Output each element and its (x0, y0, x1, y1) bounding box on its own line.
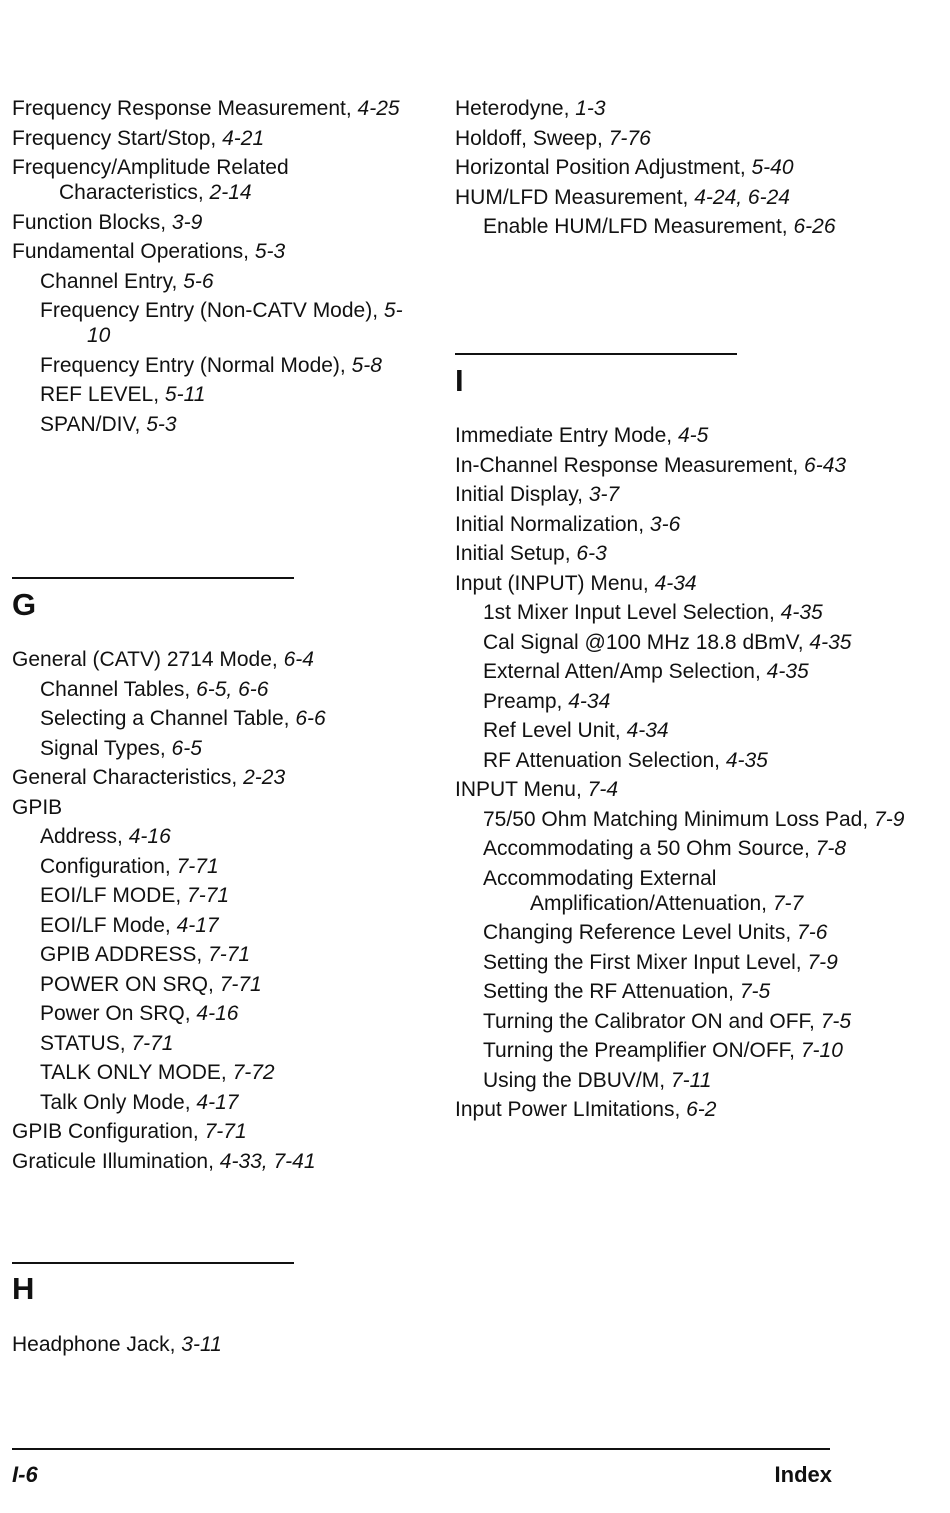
entry-text: GPIB (12, 795, 63, 819)
index-entry (12, 210, 412, 235)
index-subentry (455, 659, 925, 684)
index-subentry (12, 298, 412, 348)
index-subentry (12, 913, 412, 938)
index-entry (455, 96, 925, 121)
page-reference: 6-4 (283, 648, 314, 671)
entry-text: Input Power LImitations, (455, 1098, 681, 1121)
index-entry (12, 1332, 412, 1357)
entry-text: Initial Display, (455, 483, 583, 506)
index-entry-list (455, 423, 925, 1122)
page-reference: 4-35 (725, 748, 768, 772)
page-reference: 6-5 (171, 736, 202, 760)
index-subentry (12, 706, 412, 731)
entry-text: Talk Only Mode, (40, 1090, 191, 1114)
index-entry (455, 571, 925, 596)
index-subentry (12, 1031, 412, 1056)
page-reference: 3-6 (649, 512, 681, 536)
entry-text: Graticule Illumination, (12, 1149, 214, 1173)
page-reference: 6-6 (295, 707, 326, 730)
entry-text: Headphone Jack, (12, 1333, 176, 1356)
page-reference: 4-16 (128, 825, 171, 848)
index-subentry (455, 748, 925, 773)
page-reference: 7-76 (608, 126, 651, 150)
entry-text: In-Channel Response Measurement, (455, 453, 799, 477)
page-reference: 7-71 (219, 972, 262, 996)
entry-text: Turning the Calibrator ON and OFF, (483, 1009, 815, 1033)
index-subentry (455, 1068, 925, 1093)
page-reference: 7-71 (204, 1120, 247, 1143)
index-entry-list (12, 96, 412, 437)
entry-text: Holdoff, Sweep, (455, 126, 603, 150)
index-subentry (12, 412, 412, 437)
index-entry (12, 1149, 412, 1174)
index-subentry (12, 269, 412, 294)
page-reference: 4-34 (626, 719, 669, 742)
index-entry-list (12, 647, 412, 1174)
index-entry-list (455, 96, 925, 239)
entry-text: Frequency Entry (Non-CATV Mode), (40, 299, 379, 322)
index-subentry (455, 920, 925, 945)
page-reference: 6-3 (576, 542, 607, 565)
index-entry (455, 482, 925, 507)
index-subentry (12, 883, 412, 908)
index-entry (455, 777, 925, 802)
entry-text: Ref Level Unit, (483, 719, 621, 742)
entry-text: Turning the Preamplifier ON/OFF, (483, 1039, 795, 1062)
entry-text: Input (INPUT) Menu, (455, 571, 649, 595)
entry-text: REF LEVEL, (40, 383, 160, 406)
page-reference: 4-35 (780, 601, 823, 624)
page-reference: 5-40 (751, 156, 794, 179)
entry-text: Frequency Entry (Normal Mode), (40, 353, 346, 377)
page-reference: 6-43 (804, 453, 847, 477)
entry-text: Configuration, (40, 854, 171, 878)
page-reference: 7-11 (670, 1068, 712, 1092)
page-reference: 7-6 (797, 921, 828, 944)
page-reference: 4-35 (766, 660, 809, 683)
index-subentry (12, 382, 412, 407)
page-reference: 4-17 (196, 1090, 239, 1114)
entry-text: SPAN/DIV, (40, 412, 141, 436)
index-entry (455, 126, 925, 151)
page-reference: 4-5 (677, 424, 709, 447)
section-letter-g: G (12, 587, 37, 622)
page-reference: 5-3 (254, 240, 286, 263)
page-reference: 3-7 (588, 483, 620, 506)
index-entry (455, 1097, 925, 1122)
page-reference: 1-3 (575, 97, 606, 120)
index-entry (12, 96, 412, 121)
entry-text: Initial Normalization, (455, 512, 645, 536)
page-reference: 7-8 (815, 837, 847, 860)
index-subentry (455, 866, 925, 916)
entry-text: Immediate Entry Mode, (455, 424, 673, 447)
entry-text: EOI/LF MODE, (40, 884, 182, 907)
page-reference: 3-9 (171, 210, 203, 234)
index-subentry (455, 600, 925, 625)
entry-text: Changing Reference Level Units, (483, 921, 792, 944)
page-reference: 4-25 (357, 97, 400, 120)
index-entry (455, 423, 925, 448)
entry-text: Channel Entry, (40, 269, 178, 293)
index-subentry (12, 736, 412, 761)
page-reference: 6-5, 6-6 (196, 677, 269, 701)
index-subentry (12, 353, 412, 378)
index-subentry (455, 630, 925, 655)
index-subentry (455, 950, 925, 975)
index-subentry (12, 972, 412, 997)
entry-text: 1st Mixer Input Level Selection, (483, 601, 775, 624)
page-reference: 7-9 (874, 807, 905, 831)
page-reference: 7-71 (131, 1031, 174, 1055)
footer-title: Index (774, 1462, 832, 1487)
page-reference: 4-24, 6-24 (694, 185, 790, 209)
index-entry (12, 1119, 412, 1144)
page-reference: 7-5 (820, 1009, 852, 1033)
entry-text: Power On SRQ, (40, 1002, 191, 1025)
entry-text: Frequency Start/Stop, (12, 126, 217, 150)
index-entry (455, 155, 925, 180)
entry-text: Fundamental Operations, (12, 240, 249, 263)
entry-text: POWER ON SRQ, (40, 972, 214, 996)
section-letter-h: H (12, 1271, 35, 1306)
entry-text: Frequency Response Measurement, (12, 97, 352, 120)
entry-text: TALK ONLY MODE, (40, 1061, 227, 1084)
page-reference: 7-71 (187, 884, 230, 907)
entry-text: HUM/LFD Measurement, (455, 185, 689, 209)
page-reference: 4-33, 7-41 (219, 1149, 316, 1173)
index-subentry (12, 942, 412, 967)
index-subentry (12, 854, 412, 879)
entry-text: Horizontal Position Adjustment, (455, 156, 746, 179)
entry-text: Selecting a Channel Table, (40, 707, 290, 730)
page-reference: 4-34 (568, 689, 611, 713)
index-subentry (12, 677, 412, 702)
entry-text: Accommodating External Amplification/Attenuation, (483, 866, 767, 915)
page-number: I-6 (12, 1462, 38, 1487)
index-entry (12, 126, 412, 151)
page-reference: 5-11 (164, 383, 206, 406)
index-subentry (12, 1001, 412, 1026)
section-letter-i: I (455, 363, 464, 398)
page-reference: 7-72 (232, 1061, 275, 1084)
page-reference: 7-9 (807, 950, 838, 974)
page-reference: 7-71 (208, 943, 251, 966)
entry-text: INPUT Menu, (455, 778, 582, 801)
entry-text: External Atten/Amp Selection, (483, 660, 761, 683)
page-reference: 7-71 (176, 854, 219, 878)
index-subentry (455, 807, 925, 832)
entry-text: STATUS, (40, 1031, 126, 1055)
entry-text: GPIB Configuration, (12, 1120, 199, 1143)
entry-text: Address, (40, 825, 123, 848)
page-reference: 7-4 (587, 778, 619, 801)
section-rule-h (12, 1262, 294, 1264)
page-reference: 4-35 (809, 630, 852, 654)
page-reference: 2-23 (243, 766, 286, 789)
index-subentry (12, 1060, 412, 1085)
section-rule-g (12, 577, 294, 579)
entry-text: Signal Types, (40, 736, 166, 760)
index-subentry (12, 824, 412, 849)
entry-text: Heterodyne, (455, 97, 570, 120)
index-entry (455, 453, 925, 478)
entry-text: Initial Setup, (455, 542, 571, 565)
index-entry (12, 647, 412, 672)
entry-text: Setting the RF Attenuation, (483, 980, 734, 1003)
entry-text: 75/50 Ohm Matching Minimum Loss Pad, (483, 807, 869, 831)
page-reference: 4-21 (222, 126, 265, 150)
page-reference: 5-3 (146, 412, 177, 436)
index-subentry (12, 1090, 412, 1115)
entry-text: RF Attenuation Selection, (483, 748, 720, 772)
index-block-f (12, 96, 412, 441)
entry-text: Cal Signal @100 MHz 18.8 dBmV, (483, 630, 804, 654)
index-block-g (12, 647, 412, 1178)
page-reference: 5-8 (351, 353, 382, 377)
entry-text: General Characteristics, (12, 766, 238, 789)
index-block-i (455, 423, 925, 1127)
index-entry (12, 239, 412, 264)
page-reference: 3-11 (181, 1333, 222, 1356)
index-entry (12, 155, 412, 205)
page-reference: 7-5 (739, 980, 771, 1003)
page-reference: 7-10 (800, 1039, 843, 1062)
index-entry (455, 512, 925, 537)
index-subentry (455, 1038, 925, 1063)
page-reference: 6-26 (793, 215, 836, 238)
entry-text: Preamp, (483, 689, 563, 713)
page-reference: 2-14 (209, 181, 252, 204)
index-subentry (455, 1009, 925, 1034)
index-entry (12, 795, 412, 820)
index-entry (455, 185, 925, 210)
page-reference: 7-7 (772, 891, 804, 915)
entry-text: Enable HUM/LFD Measurement, (483, 215, 788, 238)
page-reference: 4-17 (176, 913, 219, 937)
page-reference: 5-6 (183, 269, 214, 293)
entry-text: EOI/LF Mode, (40, 913, 171, 937)
index-block-h (12, 1332, 412, 1362)
entry-text: Function Blocks, (12, 210, 167, 234)
entry-text: Frequency/Amplitude Related Characteristics, (12, 156, 289, 204)
entry-text: General (CATV) 2714 Mode, (12, 648, 278, 671)
index-entry (455, 541, 925, 566)
entry-text: Accommodating a 50 Ohm Source, (483, 837, 810, 860)
section-rule-i (455, 353, 737, 355)
page-reference: 4-16 (196, 1002, 239, 1025)
index-subentry (455, 214, 925, 239)
index-subentry (455, 979, 925, 1004)
footer-rule (12, 1448, 830, 1450)
index-entry-list (12, 1332, 412, 1357)
index-subentry (455, 836, 925, 861)
entry-text: GPIB ADDRESS, (40, 943, 203, 966)
entry-text: Channel Tables, (40, 677, 191, 701)
index-entry (12, 765, 412, 790)
index-subentry (455, 689, 925, 714)
page-reference: 5-10 (87, 299, 403, 347)
entry-text: Using the DBUV/M, (483, 1068, 666, 1092)
page-reference: 4-34 (654, 571, 697, 595)
index-subentry (455, 718, 925, 743)
page-reference: 6-2 (686, 1098, 717, 1121)
index-block-h-cont (455, 96, 925, 244)
entry-text: Setting the First Mixer Input Level, (483, 950, 802, 974)
